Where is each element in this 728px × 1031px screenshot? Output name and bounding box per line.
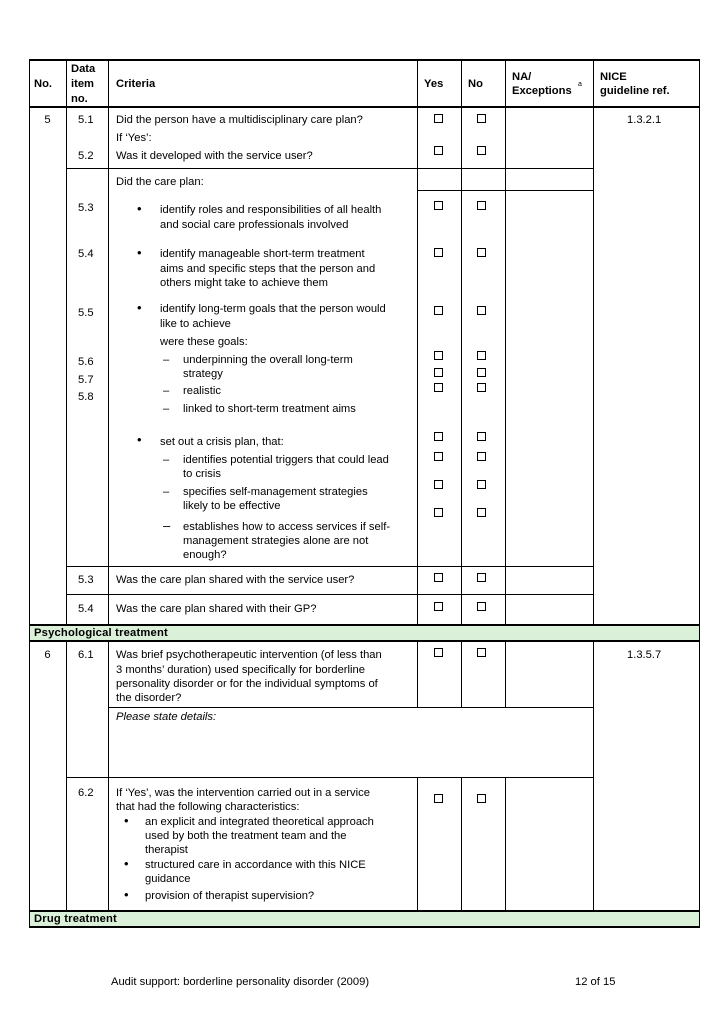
criteria-text: an explicit and integrated theoretical approach xyxy=(145,816,374,828)
yes-checkbox[interactable] xyxy=(434,306,443,315)
table-left-border xyxy=(29,59,30,927)
col-divider xyxy=(66,59,67,625)
bullet-icon: • xyxy=(124,856,129,871)
data-item-number: 5.2 xyxy=(78,150,94,162)
data-item-number: 5.3 xyxy=(78,202,94,214)
criteria-text: therapist xyxy=(145,844,188,856)
criteria-text: 3 months’ duration) used specifically for borderline xyxy=(116,664,365,676)
criteria-text: linked to short-term treatment aims xyxy=(183,403,356,415)
col-divider xyxy=(505,777,506,911)
header-yes: Yes xyxy=(424,78,444,90)
criteria-text: If ‘Yes’, was the intervention carried out in a service xyxy=(116,787,370,799)
criteria-text: identify long-term goals that the person would xyxy=(160,303,386,315)
col-divider xyxy=(461,777,462,911)
criteria-text: Did the care plan: xyxy=(116,176,204,188)
page-number: 12 of 15 xyxy=(575,976,616,988)
criteria-text: identify manageable short-term treatment xyxy=(160,248,365,260)
data-item-number: 5.8 xyxy=(78,391,94,403)
criteria-text: enough? xyxy=(183,549,227,561)
criteria-text: Was it developed with the service user? xyxy=(116,150,313,162)
col-divider xyxy=(66,641,67,911)
criteria-text: Was brief psychotherapeutic intervention (of less than xyxy=(116,649,382,661)
yes-checkbox[interactable] xyxy=(434,383,443,392)
header-no-column: No xyxy=(468,78,483,90)
header-data-item: item xyxy=(71,78,95,90)
criteria-text: guidance xyxy=(145,873,191,885)
no-checkbox[interactable] xyxy=(477,573,486,582)
criteria-text: Did the person have a multidisciplinary care plan? xyxy=(116,114,363,126)
col-divider xyxy=(505,641,506,708)
criteria-text: that had the following characteristics: xyxy=(116,801,300,813)
header-na: NA/ xyxy=(512,71,532,83)
data-item-number: 5.6 xyxy=(78,356,94,368)
header-data-item: no. xyxy=(71,93,88,105)
criteria-text: identifies potential triggers that could lead xyxy=(183,454,389,466)
no-checkbox[interactable] xyxy=(477,480,486,489)
yes-checkbox[interactable] xyxy=(434,480,443,489)
col-divider xyxy=(417,641,418,708)
row-divider xyxy=(66,777,593,778)
yes-checkbox[interactable] xyxy=(434,368,443,377)
header-bottom-border xyxy=(29,106,700,108)
dash-icon: – xyxy=(163,486,170,498)
col-divider xyxy=(108,59,109,625)
no-checkbox[interactable] xyxy=(477,648,486,657)
data-item-number: 6.2 xyxy=(78,787,94,799)
data-item-number: 5.7 xyxy=(78,374,94,386)
no-checkbox[interactable] xyxy=(477,248,486,257)
bullet-icon: • xyxy=(137,300,142,315)
yes-checkbox[interactable] xyxy=(434,648,443,657)
yes-checkbox[interactable] xyxy=(434,146,443,155)
row-divider xyxy=(66,594,593,595)
bullet-icon: • xyxy=(124,887,129,902)
bullet-icon: • xyxy=(124,813,129,828)
criteria-text: and social care professionals involved xyxy=(160,219,349,231)
criteria-text: If ‘Yes’: xyxy=(116,132,152,144)
yes-checkbox[interactable] xyxy=(434,248,443,257)
nice-ref: 1.3.5.7 xyxy=(627,649,662,661)
no-checkbox[interactable] xyxy=(477,508,486,517)
footer-title: Audit support: borderline personality disorder (2009) xyxy=(111,976,370,988)
row-divider xyxy=(108,707,593,708)
section-divider xyxy=(29,640,700,642)
data-item-number: 5.4 xyxy=(78,248,94,260)
no-checkbox[interactable] xyxy=(477,368,486,377)
criteria-text: others might take to achieve them xyxy=(160,277,328,289)
bullet-icon: • xyxy=(137,245,142,260)
dash-icon: – xyxy=(163,403,170,415)
yes-checkbox[interactable] xyxy=(434,351,443,360)
no-checkbox[interactable] xyxy=(477,452,486,461)
no-checkbox[interactable] xyxy=(477,602,486,611)
details-label: Please state details: xyxy=(116,711,217,723)
yes-checkbox[interactable] xyxy=(434,114,443,123)
table-right-border xyxy=(699,59,700,927)
criteria-text: establishes how to access services if self- xyxy=(183,521,391,533)
criterion-number: 6 xyxy=(44,649,51,661)
header-nice: NICE xyxy=(600,71,627,83)
data-item-number: 5.1 xyxy=(78,114,94,126)
dash-icon: – xyxy=(163,354,170,366)
no-checkbox[interactable] xyxy=(477,201,486,210)
table-top-border xyxy=(29,59,700,61)
col-divider xyxy=(461,641,462,708)
yes-checkbox[interactable] xyxy=(434,452,443,461)
criteria-text: used by both the treatment team and the xyxy=(145,830,347,842)
yes-checkbox[interactable] xyxy=(434,432,443,441)
section-header-bg xyxy=(29,912,700,926)
data-item-number: 5.5 xyxy=(78,307,94,319)
row-divider xyxy=(66,566,593,567)
criteria-text: realistic xyxy=(183,385,221,397)
yes-checkbox[interactable] xyxy=(434,573,443,582)
col-divider xyxy=(417,59,418,625)
yes-checkbox[interactable] xyxy=(434,508,443,517)
header-na-superscript: a xyxy=(578,81,582,88)
col-divider xyxy=(417,777,418,911)
section-title-drug: Drug treatment xyxy=(34,913,117,925)
col-divider xyxy=(593,59,594,625)
table-bottom-border xyxy=(29,926,700,928)
no-checkbox[interactable] xyxy=(477,114,486,123)
bullet-icon: • xyxy=(137,432,142,447)
details-field[interactable] xyxy=(110,726,590,775)
header-nice: guideline ref. xyxy=(600,85,670,97)
header-na: Exceptions xyxy=(512,85,572,97)
bullet-icon: • xyxy=(137,201,142,216)
criteria-text: structured care in accordance with this NICE xyxy=(145,859,366,871)
col-divider xyxy=(505,59,506,625)
col-divider xyxy=(593,641,594,911)
criteria-text: identify roles and responsibilities of all health xyxy=(160,204,382,216)
col-divider xyxy=(108,641,109,911)
criteria-text: set out a crisis plan, that: xyxy=(160,436,284,448)
criteria-text: the disorder? xyxy=(116,692,182,704)
criteria-text: likely to be effective xyxy=(183,500,281,512)
row-divider xyxy=(66,168,593,169)
criteria-text: management strategies alone are not xyxy=(183,535,369,547)
header-no: No. xyxy=(34,78,53,90)
dash-icon: – xyxy=(163,385,170,397)
header-criteria: Criteria xyxy=(116,78,156,90)
data-item-number: 5.3 xyxy=(78,574,94,586)
no-checkbox[interactable] xyxy=(477,794,486,803)
data-item-number: 6.1 xyxy=(78,649,94,661)
dash-icon: – xyxy=(163,454,170,466)
criteria-text: personality disorder or for the individual symptoms of xyxy=(116,678,378,690)
criteria-text: underpinning the overall long-term xyxy=(183,354,353,366)
no-checkbox[interactable] xyxy=(477,306,486,315)
criteria-text: like to achieve xyxy=(160,318,231,330)
yes-checkbox[interactable] xyxy=(434,602,443,611)
yes-checkbox[interactable] xyxy=(434,201,443,210)
no-checkbox[interactable] xyxy=(477,351,486,360)
nice-ref: 1.3.2.1 xyxy=(627,114,662,126)
no-checkbox[interactable] xyxy=(477,432,486,441)
criterion-number: 5 xyxy=(44,114,51,126)
section-title-psychological: Psychological treatment xyxy=(34,627,168,639)
criteria-text: aims and specific steps that the person and xyxy=(160,263,376,275)
col-divider xyxy=(461,59,462,625)
criteria-text: were these goals: xyxy=(160,336,248,348)
criteria-text: specifies self-management strategies xyxy=(183,486,368,498)
no-checkbox[interactable] xyxy=(477,146,486,155)
criteria-text: to crisis xyxy=(183,468,221,480)
section-divider xyxy=(29,910,700,912)
criteria-text: strategy xyxy=(183,368,223,380)
header-data-item: Data xyxy=(71,63,96,75)
data-item-number: 5.4 xyxy=(78,603,94,615)
criteria-text: Was the care plan shared with their GP? xyxy=(116,603,317,615)
yes-checkbox[interactable] xyxy=(434,794,443,803)
dash-icon: – xyxy=(163,518,171,533)
criteria-text: Was the care plan shared with the service user? xyxy=(116,574,355,586)
criteria-text: provision of therapist supervision? xyxy=(145,890,315,902)
no-checkbox[interactable] xyxy=(477,383,486,392)
